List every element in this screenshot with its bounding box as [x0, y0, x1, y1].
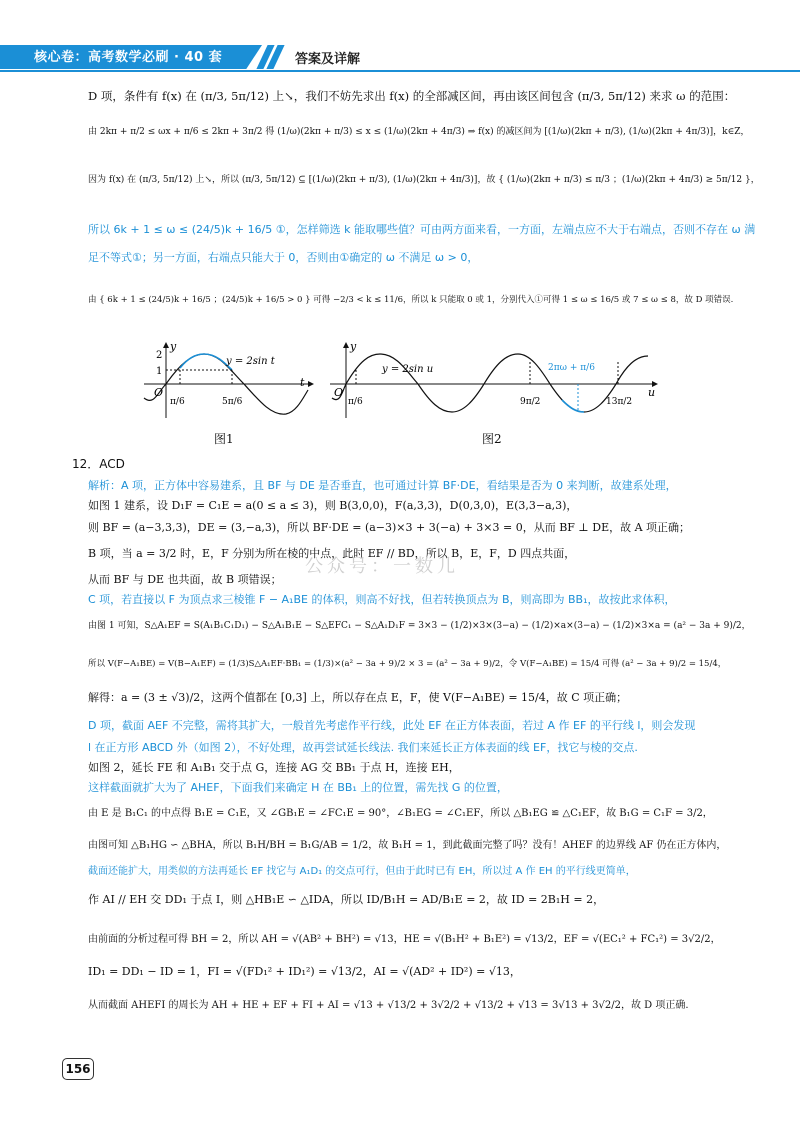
figure-1 — [140, 340, 320, 420]
text-line: 由图 1 可知，S△A₁EF = S(A₁B₁C₁D₁) − S△A₁B₁E − S△EFC₁ − S△A₁D₁F = 3×3 − (1/2)×3×(3−a) − (1/2)×a×(3−a) − (1/2)×3×a = (a² − 3a + 9)/2， — [88, 621, 751, 631]
figure-1-caption: 图1 — [214, 432, 234, 446]
text-line: 由 { 6k + 1 ≤ (24/5)k + 16/5 ；(24/5)k + 16/5 > 0 } 可得 −2/3 < k ≤ 11/6，所以 k 只能取 0 或 1，分别代入①可得 1 ≤ ω ≤ 16/5 或 7 ≤ ω ≤ 8，故 D 项错误. — [88, 295, 734, 305]
x-axis-arrow — [308, 381, 314, 387]
text-line: 解得：a = (3 ± √3)/2，这两个值都在 [0,3] 上，所以存在点 E，F，使 V(F−A₁BE) = 15/4，故 C 项正确； — [88, 691, 628, 704]
text-line: 截面还能扩大，用类似的方法再延长 EF 找它与 A₁D₁ 的交点可行，但由于此时已有 EH，所以过 A 作 EH 的平行线更简单， — [88, 866, 636, 877]
text-line: 这样截面就扩大为了 AHEF，下面我们来确定 H 在 BB₁ 上的位置，需先找 G 的位置， — [88, 781, 508, 794]
curve-label: y = 2sin t — [226, 356, 275, 367]
text-line: 由图可知 △B₁HG ∽ △BHA，所以 B₁H/BH = B₁G/AB = 1/2，故 B₁H = 1，到此截面完整了吗？没有！AHEF 的边界线 AF 仍在正方体内， — [88, 840, 727, 851]
text-line: ID₁ = DD₁ − ID = 1，FI = √(FD₁² + ID₁²) = √13/2，AI = √(AD² + ID²) = √13， — [88, 965, 521, 978]
page-number: 156 — [62, 1058, 94, 1080]
y-axis-label: y — [170, 340, 177, 353]
header-section: 答案及详解 — [295, 52, 361, 67]
text-line: 从而 BF 与 DE 也共面，故 B 项错误； — [88, 573, 282, 586]
text-line: 所以 V(F−A₁BE) = V(B−A₁EF) = (1/3)S△A₁EF·BB₁ = (1/3)×(a² − 3a + 9)/2 × 3 = (a² − 3a + 9)/2，令 V(F−A₁BE) = 15/4 可得 (a² − 3a + 9)/2 = 15/4， — [88, 659, 727, 669]
header-title: 核心卷：高考数学必刷 · 40 套 — [34, 50, 223, 65]
question-number: 12．ACD — [72, 457, 125, 471]
text-line: B 项，当 a = 3/2 时，E，F 分别为所在棱的中点，此时 EF // BD，所以 B，E，F，D 四点共面， — [88, 547, 576, 560]
figure-2 — [326, 340, 666, 420]
d-item-text: D 项，条件有 f(x) 在 (π/3, 5π/12) 上↘，我们不妨先求出 f(x) 的全部减区间，再由该区间包含 (π/3, 5π/12) 来求 ω 的范围： — [88, 89, 736, 103]
x-tick: π/6 — [348, 397, 363, 407]
text-line: 从而截面 AHEFI 的周长为 AH + HE + EF + FI + AI = √13 + √13/2 + 3√2/2 + √13/2 + √13 = 3√13 + 3√2/2，故 D 项正确. — [88, 1000, 689, 1011]
y-axis-arrow — [163, 342, 169, 348]
text-line: 由 2kπ + π/2 ≤ ωx + π/6 ≤ 2kπ + 3π/2 得 (1/ω)(2kπ + π/3) ≤ x ≤ (1/ω)(2kπ + 4π/3) ⇒ f(x) 的减区间为 [(1/ω)(2kπ + π/3), (1/ω)(2kπ + 4π/3)]，k∈Z， — [88, 127, 750, 137]
origin-label: O — [154, 386, 164, 399]
text-line: C 项，若直接以 F 为顶点求三棱锥 F − A₁BE 的体积，则高不好找，但若转换顶点为 B，则高即为 BB₁，故按此求体积， — [88, 593, 676, 606]
text-line: 由 E 是 B₁C₁ 的中点得 B₁E = C₁E，又 ∠GB₁E = ∠FC₁E = 90°，∠B₁EG = ∠C₁EF，所以 △B₁EG ≌ △C₁EF，故 B₁G = C₁F = 3/2， — [88, 808, 713, 819]
text-line: 如图 2，延长 FE 和 A₁B₁ 交于点 G，连接 AG 交 BB₁ 于点 H，连接 EH， — [88, 761, 460, 774]
u-axis-label: u — [648, 386, 656, 399]
origin-label: O — [334, 386, 344, 399]
header-rule — [0, 70, 800, 72]
curve-label: y = 2sin u — [382, 364, 434, 375]
sine-curve — [332, 354, 648, 412]
x-tick: 13π/2 — [606, 397, 633, 407]
text-line: 足不等式①；另一方面，右端点只能大于 0，否则由①确定的 ω 不满足 ω > 0， — [88, 251, 479, 264]
text-line: 作 AI // EH 交 DD₁ 于点 I，则 △HB₁E ∽ △IDA，所以 ID/B₁H = AD/B₁E = 2，故 ID = 2B₁H = 2， — [88, 893, 605, 906]
y-axis-label: y — [350, 340, 357, 353]
figure-2-caption: 图2 — [482, 432, 502, 446]
y-axis-arrow — [343, 342, 349, 348]
watermark: 公众号：一数儿 — [305, 556, 459, 577]
text-line — [88, 88, 735, 104]
highlight-arc — [180, 354, 232, 370]
marker-label: 2πω + π/6 — [548, 363, 595, 373]
text-line: 如图 1 建系，设 D₁F = C₁E = a(0 ≤ a ≤ 3)，则 B(3,0,0)，F(a,3,3)，D(0,3,0)，E(3,3−a,3)， — [88, 499, 578, 512]
y-tick: 1 — [156, 366, 163, 377]
text-line: D 项，截面 AEF 不完整，需将其扩大，一般首先考虑作平行线，此处 EF 在正方体表面，若过 A 作 EF 的平行线 l，则会发现 — [88, 719, 696, 732]
text-line: 解析：A 项，正方体中容易建系，且 BF 与 DE 是否垂直，也可通过计算 BF·DE，看结果是否为 0 来判断，故建系处理， — [88, 479, 677, 492]
x-tick: π/6 — [170, 397, 185, 407]
x-tick: 5π/6 — [222, 397, 243, 407]
highlight-arc — [562, 400, 584, 412]
x-tick: 9π/2 — [520, 397, 541, 407]
t-axis-label: t — [300, 376, 305, 389]
text-line: 所以 6k + 1 ≤ ω ≤ (24/5)k + 16/5 ①，怎样筛选 k 能取哪些值？可由两方面来看，一方面，左端点应不大于右端点，否则不存在 ω 满 — [88, 223, 756, 236]
page-header — [0, 0, 800, 78]
y-tick: 2 — [156, 350, 163, 361]
text-line: 因为 f(x) 在 (π/3, 5π/12) 上↘，所以 (π/3, 5π/12) ⊆ [(1/ω)(2kπ + π/3), (1/ω)(2kπ + 4π/3)]，故 { (1/ω)(2kπ + π/3) ≤ π/3 ；(1/ω)(2kπ + 4π/3) ≥ 5π/12 }， — [88, 175, 760, 185]
text-line: l 在正方形 ABCD 外（如图 2），不好处理，故再尝试延长线法. 我们来延长正方体表面的线 EF，找它与棱的交点. — [88, 741, 638, 754]
text-line: 由前面的分析过程可得 BH = 2，所以 AH = √(AB² + BH²) = √13，HE = √(B₁H² + B₁E²) = √13/2，EF = √(EC₁² + FC₁²) = 3√2/2， — [88, 934, 721, 945]
text-line: 则 BF = (a−3,3,3)，DE = (3,−a,3)，所以 BF·DE = (a−3)×3 + 3(−a) + 3×3 = 0，从而 BF ⊥ DE，故 A 项正确； — [88, 521, 691, 534]
